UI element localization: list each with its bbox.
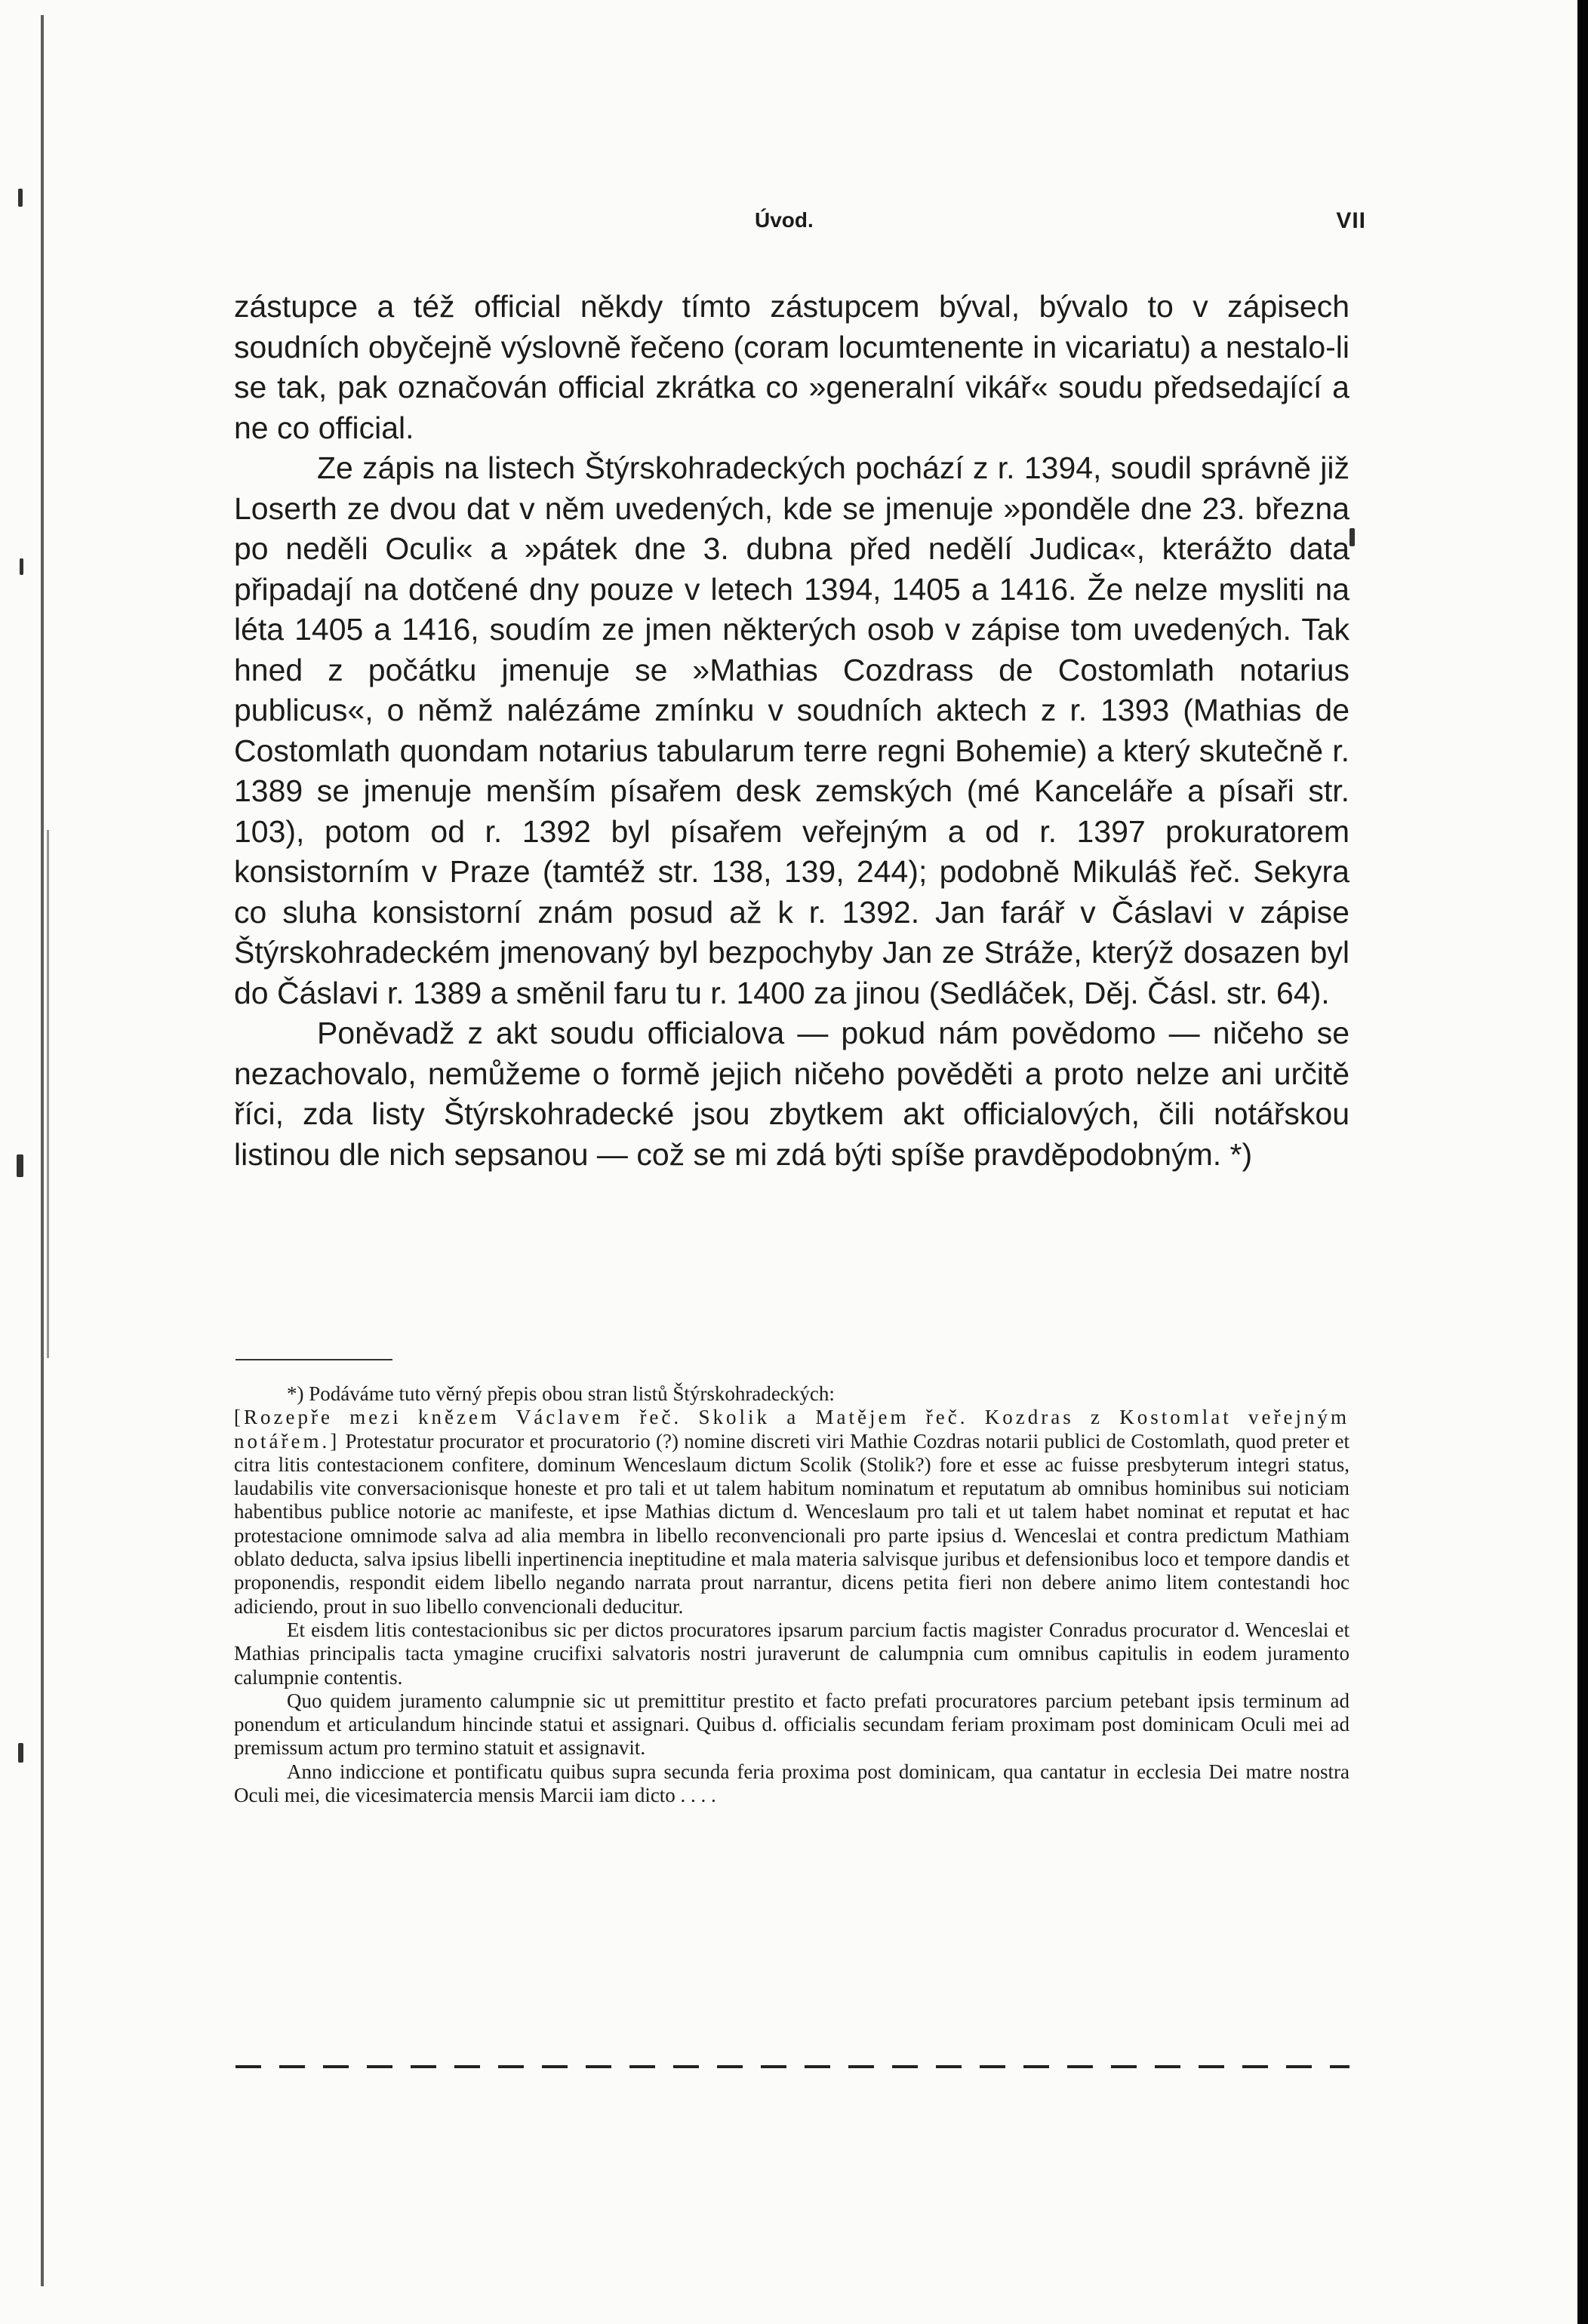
scan-speck	[1349, 528, 1355, 546]
page-binding-shadow	[47, 830, 49, 1358]
footnote-paragraph: Et eisdem litis contestacionibus sic per dictos procuratores ipsarum parcium factis magister Conradus procurator d. Wenceslai et Mathias principalis tacta ymagine crucifixi salvatoris nostri juraverunt de calumpnia cum omnibus capitulis in eodem juramento calumpnie contentis.	[234, 1618, 1349, 1689]
scan-speck	[17, 1154, 23, 1177]
page-number: VII	[1336, 208, 1366, 233]
footnote-intro: *) Podáváme tuto věrný přepis obou stran listů Štýrskohradeckých:	[287, 1382, 835, 1405]
footnote-bracket-heading: [Rozepře mezi knězem Václavem řeč. Skolik a Matějem řeč. Kozdras z Kostomlat veřejným notářem.]	[234, 1406, 1349, 1452]
page-binding-edge	[41, 15, 44, 2286]
paragraph: Poněvadž z akt soudu officialova — pokud nám povědomo — ničeho se nezachovalo, nemůžeme o formě jejich ničeho pověděti a proto nelze ani určitě říci, zda listy Štýrskohradecké jsou zbytkem akt officialových, čili notářskou listinou dle nich sepsanou — což se mi zdá býti spíše pravděpodobným. *)	[234, 1016, 1349, 1172]
scan-edge-right	[1577, 0, 1588, 2324]
scan-speck	[20, 558, 23, 575]
omission-dash-line	[235, 2065, 1349, 2068]
scan-speck	[18, 1743, 23, 1763]
footnote-paragraph: Anno indiccione et pontificatu quibus supra secunda feria proxima post dominicam, qua cantatur in ecclesia Dei matre nostra Oculi mei, die vicesimatercia mensis Marcii iam dicto . . . .	[234, 1760, 1349, 1807]
header-title: Úvod.	[755, 208, 814, 232]
footnote-block	[234, 1382, 1349, 1807]
footnote-paragraph	[234, 1406, 1349, 1618]
main-text	[234, 287, 1349, 1175]
footnote-divider	[235, 1359, 392, 1360]
paragraph: zástupce a též official někdy tímto zástupcem býval, bývalo to v zápisech soudních obyčejně výslovně řečeno (coram locumtenente in vicariatu) a nestalo-li se tak, pak označován official zkrátka co »generalní vikář« soudu předsedající a ne co official.	[234, 289, 1349, 445]
scan-speck	[18, 189, 23, 207]
footnote-text: Protestatur procurator et procuratorio (?) nomine discreti viri Mathie Cozdras notarii publici de Costomlath, quod preter et citra litis contestacionem confitere, dominum Wenceslaum dictum Scolik (Stolik?) fore et esse ac fuisse presbyterum integri status, laudabilis vite conversacionisque honeste et pro tali et ut talem habitum nominatum et reputatum ab omnibus hominibus sui noticiam habentibus publice notorie ac manifeste, et ipse Mathias dictum d. Wenceslaum pro tali et ut talem habet nominat et reputat et hac protestacione omnimode salva ad alia membra in libello reconvencionali pro parte ipsius d. Wenceslai et contra predictum Mathiam oblato deducta, salva ipsius libelli inpertinencia ineptitudine et mala materia salvisque juribus et defensionibus loco et tempore dandis et proponendis, respondit eidem libello negando narrata prout narrantur, dicens petita fieri non debere animo litem contestandi hoc adiciendo, prout in suo libello convencionali deducitur.	[234, 1429, 1349, 1618]
running-header	[234, 208, 1366, 246]
footnote-paragraph: Quo quidem juramento calumpnie sic ut premittitur prestito et facto prefati procuratores parcium petebant ipsis terminum ad ponendum et articulandum hincinde statui et assignari. Quibus d. officialis secundam feriam proximam post dominicam Oculi mei ad premissum actum pro termino statuit et assignavit.	[234, 1689, 1349, 1760]
paragraph: Ze zápis na listech Štýrskohradeckých pochází z r. 1394, soudil správně již Loserth ze dvou dat v něm uvedených, kde se jmenuje »ponděle dne 23. března po neděli Oculi« a »pátek dne 3. dubna před nedělí Judica«, kterážto data připadají na dotčené dny pouze v letech 1394, 1405 a 1416. Že nelze mysliti na léta 1405 a 1416, soudím ze jmen některých osob v zápise tom uvedených. Tak hned z počátku jmenuje se »Mathias Cozdrass de Costomlath notarius publicus«, o němž nalézáme zmínku v soudních aktech z r. 1393 (Mathias de Costomlath quondam notarius tabularum terre regni Bohemie) a který skutečně r. 1389 se jmenuje menším písařem desk zemských (mé Kanceláře a písaři str. 103), potom od r. 1392 byl písařem veřejným a od r. 1397 prokuratorem konsistorním v Praze (tamtéž str. 138, 139, 244); podobně Mikuláš řeč. Sekyra co sluha konsistorní znám posud až k r. 1392. Jan farář v Čáslavi v zápise Štýrskohradeckém jmenovaný byl bezpochyby Jan ze Stráže, kterýž dosazen byl do Čáslavi r. 1389 a směnil faru tu r. 1400 za jinou (Sedláček, Děj. Čásl. str. 64).	[234, 450, 1349, 1010]
